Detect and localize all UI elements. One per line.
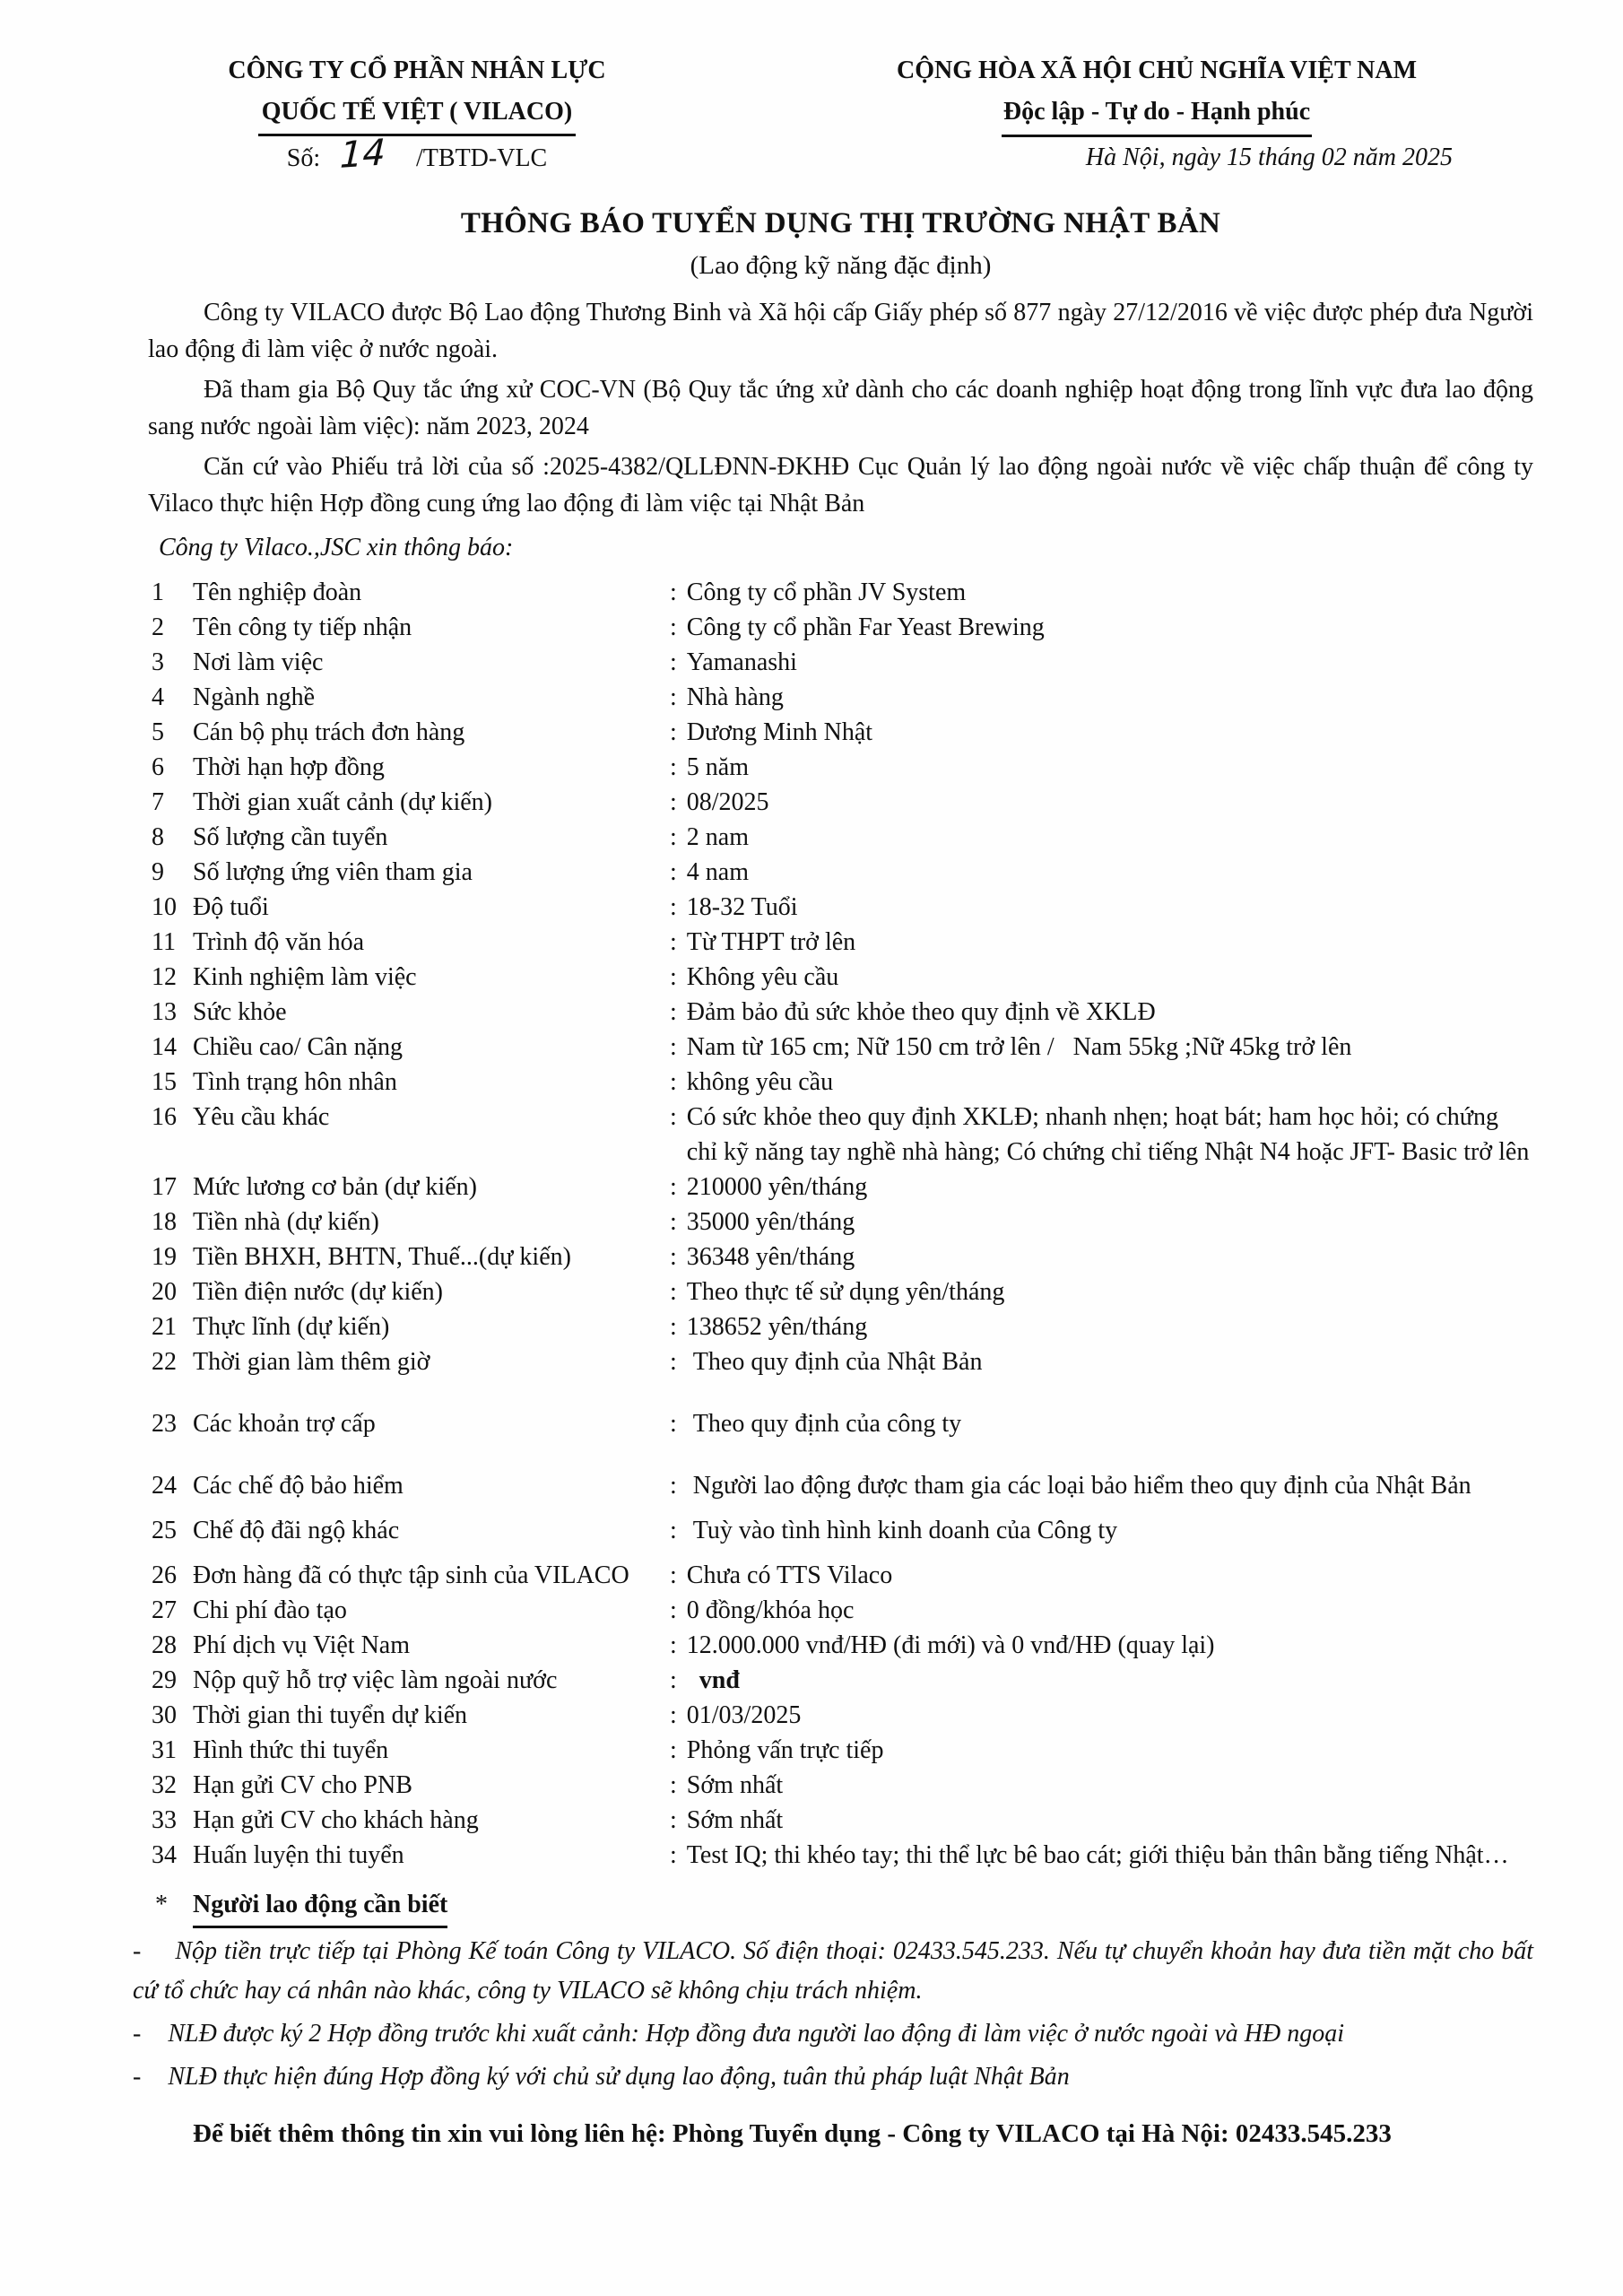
table-row (148, 1733, 1533, 1768)
notes-list (133, 1932, 1533, 2097)
row-value: 2 nam (686, 823, 749, 851)
row-label: Cán bộ phụ trách đơn hàng (193, 718, 465, 746)
table-row (148, 680, 1533, 715)
row-number: 12 (152, 963, 177, 991)
row-value: Phỏng vấn trực tiếp (686, 1736, 884, 1764)
table-row (148, 960, 1533, 995)
row-value: 01/03/2025 (686, 1701, 802, 1729)
row-value: vnđ (686, 1666, 740, 1694)
colon-separator: : (670, 1313, 677, 1341)
dash-bullet: - (133, 1937, 142, 1965)
row-value: Người lao động được tham gia các loại bảo hiểm theo quy định của Nhật Bản (686, 1472, 1471, 1500)
colon-separator: : (670, 1173, 677, 1201)
row-number: 2 (152, 613, 164, 641)
row-value: Từ THPT trở lên (686, 928, 856, 956)
doc-number-handwritten: 14 (339, 132, 386, 177)
row-label: Thời gian thi tuyển dự kiến (193, 1701, 468, 1729)
table-row (148, 995, 1533, 1030)
row-number: 31 (152, 1736, 177, 1764)
asterisk-mark: * (155, 1891, 168, 1918)
table-row (148, 575, 1533, 610)
row-number: 5 (152, 718, 164, 746)
colon-separator: : (670, 1208, 677, 1236)
note-item (133, 2014, 1533, 2054)
table-row (148, 1100, 1533, 1170)
row-label: Số lượng cần tuyển (193, 823, 388, 851)
doc-title: THÔNG BÁO TUYỂN DỤNG THỊ TRƯỜNG NHẬT BẢN (460, 207, 1221, 239)
table-row (148, 1065, 1533, 1100)
row-value: Đảm bảo đủ sức khỏe theo quy định về XKLĐ (686, 998, 1156, 1026)
colon-separator: : (670, 823, 677, 851)
doc-date: Hà Nội, ngày 15 tháng 02 năm 2025 (1085, 144, 1453, 171)
row-value-cell (670, 1274, 1533, 1309)
row-value-cell (670, 715, 1533, 750)
national-motto: Độc lập - Tự do - Hạnh phúc (1002, 91, 1312, 137)
row-number: 6 (152, 753, 164, 781)
table-row (148, 1768, 1533, 1803)
row-label: Huấn luyện thi tuyển (193, 1841, 404, 1869)
row-label: Thời hạn hợp đồng (193, 753, 385, 781)
row-value: 35000 yên/tháng (686, 1208, 855, 1236)
colon-separator: : (670, 648, 677, 676)
row-value: Có sức khỏe theo quy định XKLĐ; nhanh nhẹn; hoạt bát; ham học hỏi; có chứng chỉ kỹ năng tay nghề nhà hàng; Có chứng chỉ tiếng Nhật N4 hoặc JFT- Basic trở lên (686, 1103, 1530, 1166)
row-label: Tiền điện nước (dự kiến) (193, 1278, 443, 1306)
row-label: Trình độ văn hóa (193, 928, 365, 956)
table-row (148, 1030, 1533, 1065)
row-value-cell (670, 1663, 1533, 1698)
row-number: 27 (152, 1596, 177, 1624)
document-header (148, 50, 1533, 179)
table-row (148, 820, 1533, 855)
row-number: 32 (152, 1771, 177, 1799)
row-value: Không yêu cầu (686, 963, 839, 991)
row-number: 29 (152, 1666, 177, 1694)
row-label: Hạn gửi CV cho khách hàng (193, 1806, 479, 1834)
row-number: 4 (152, 683, 164, 711)
row-value-cell (670, 750, 1533, 785)
row-value-cell (670, 1344, 1533, 1379)
table-row (148, 925, 1533, 960)
company-name-line1: CÔNG TY CỔ PHẦN NHÂN LỰC (228, 57, 606, 84)
row-value: Công ty cổ phần Far Yeast Brewing (686, 613, 1045, 641)
row-label: Chiều cao/ Cân nặng (193, 1033, 404, 1061)
colon-separator: : (670, 893, 677, 921)
table-row (148, 890, 1533, 925)
order-table (148, 575, 1533, 1873)
row-value-cell (670, 1100, 1533, 1170)
doc-number-line (184, 132, 650, 179)
announce-line: Công ty Vilaco.,JSC xin thông báo: (159, 534, 514, 561)
row-number: 10 (152, 893, 177, 921)
row-value-cell (670, 855, 1533, 890)
row-value: 08/2025 (686, 788, 769, 816)
row-label: Thời gian xuất cảnh (dự kiến) (193, 788, 492, 816)
row-value-cell (670, 1205, 1533, 1239)
table-row (148, 1558, 1533, 1593)
row-label: Hạn gửi CV cho PNB (193, 1771, 412, 1799)
row-label: Ngành nghề (193, 683, 316, 711)
row-label: Độ tuổi (193, 893, 269, 921)
row-value-cell (670, 1558, 1533, 1593)
colon-separator: : (670, 1348, 677, 1376)
row-value-cell (670, 960, 1533, 995)
row-number: 28 (152, 1631, 177, 1659)
doc-number-suffix: /TBTD-VLC (416, 144, 548, 172)
table-row (148, 645, 1533, 680)
table-row (148, 1663, 1533, 1698)
row-number: 20 (152, 1278, 177, 1306)
row-number: 7 (152, 788, 164, 816)
row-number: 3 (152, 648, 164, 676)
table-row (148, 1274, 1533, 1309)
national-motto-line (852, 91, 1462, 137)
row-value-cell (670, 1239, 1533, 1274)
row-value: 5 năm (686, 753, 749, 781)
intro-paragraph-2: Đã tham gia Bộ Quy tắc ứng xử COC-VN (Bộ Quy tắc ứng xử dành cho các doanh nghiệp hoạt động trong lĩnh vực đưa lao động sang nước ngoài làm việc): năm 2023, 2024 (148, 376, 1533, 440)
row-value-cell (670, 575, 1533, 610)
row-number: 26 (152, 1561, 177, 1589)
row-value-cell (670, 785, 1533, 820)
table-row (148, 1406, 1533, 1441)
row-number: 23 (152, 1410, 177, 1438)
colon-separator: : (670, 1517, 677, 1544)
colon-separator: : (670, 1278, 677, 1306)
row-value-cell (670, 1768, 1533, 1803)
row-number: 9 (152, 858, 164, 886)
row-value: 0 đồng/khóa học (686, 1596, 855, 1624)
row-value-cell (670, 1803, 1533, 1838)
colon-separator: : (670, 1596, 677, 1624)
row-value: Sớm nhất (686, 1806, 784, 1834)
row-number: 17 (152, 1173, 177, 1201)
row-value-cell (670, 1838, 1533, 1873)
row-value: 4 nam (686, 858, 749, 886)
row-value-cell (670, 820, 1533, 855)
row-label: Số lượng ứng viên tham gia (193, 858, 473, 886)
doc-number-label: Số: (286, 144, 321, 172)
row-value-cell (670, 890, 1533, 925)
colon-separator: : (670, 1736, 677, 1764)
table-row (148, 1628, 1533, 1663)
row-label: Thời gian làm thêm giờ (193, 1348, 430, 1376)
colon-separator: : (670, 1561, 677, 1589)
table-row (148, 610, 1533, 645)
note-item (133, 1932, 1533, 2011)
row-number: 21 (152, 1313, 177, 1341)
row-value: Chưa có TTS Vilaco (686, 1561, 893, 1589)
table-row (148, 1513, 1533, 1548)
row-label: Phí dịch vụ Việt Nam (193, 1631, 411, 1659)
row-value: Nhà hàng (686, 683, 784, 711)
colon-separator: : (670, 1701, 677, 1729)
notes-heading (148, 1885, 1533, 1928)
row-value-cell (670, 1593, 1533, 1628)
table-row (148, 785, 1533, 820)
row-number: 34 (152, 1841, 177, 1869)
table-row (148, 750, 1533, 785)
table-row (148, 1205, 1533, 1239)
row-value-cell (670, 1170, 1533, 1205)
row-value-cell (670, 680, 1533, 715)
row-label: Tình trạng hôn nhân (193, 1068, 397, 1096)
colon-separator: : (670, 858, 677, 886)
row-value-cell (670, 610, 1533, 645)
table-row (148, 1468, 1533, 1503)
row-value-cell (670, 1030, 1533, 1065)
row-label: Chế độ đãi ngộ khác (193, 1517, 400, 1544)
row-number: 25 (152, 1517, 177, 1544)
colon-separator: : (670, 1033, 677, 1061)
colon-separator: : (670, 613, 677, 641)
row-number: 16 (152, 1103, 177, 1131)
row-value: Theo quy định của công ty (686, 1410, 962, 1438)
row-value: Yamanashi (686, 648, 797, 676)
note-text: NLĐ được ký 2 Hợp đồng trước khi xuất cảnh: Hợp đồng đưa người lao động đi làm việc ở nước ngoài và HĐ ngoại (168, 2020, 1345, 2048)
row-value-cell (670, 1698, 1533, 1733)
colon-separator: : (670, 1243, 677, 1271)
row-label: Hình thức thi tuyển (193, 1736, 389, 1764)
row-value-cell (670, 925, 1533, 960)
colon-separator: : (670, 718, 677, 746)
row-value-cell (670, 1468, 1533, 1503)
row-value: 210000 yên/tháng (686, 1173, 868, 1201)
row-value: Theo thực tế sử dụng yên/tháng (686, 1278, 1005, 1306)
row-value: Nam từ 165 cm; Nữ 150 cm trở lên / Nam 55kg ;Nữ 45kg trở lên (686, 1033, 1352, 1061)
table-row (148, 1593, 1533, 1628)
row-value: Tuỳ vào tình hình kinh doanh của Công ty (686, 1517, 1118, 1544)
row-label: Các chế độ bảo hiểm (193, 1472, 404, 1500)
row-label: Nơi làm việc (193, 648, 324, 676)
table-row (148, 1170, 1533, 1205)
national-title: CỘNG HÒA XÃ HỘI CHỦ NGHĨA VIỆT NAM (896, 57, 1418, 84)
colon-separator: : (670, 1410, 677, 1438)
row-number: 11 (152, 928, 176, 956)
colon-separator: : (670, 788, 677, 816)
row-value: 36348 yên/tháng (686, 1243, 855, 1271)
row-number: 15 (152, 1068, 177, 1096)
colon-separator: : (670, 1103, 677, 1131)
row-value-cell (670, 1406, 1533, 1441)
note-text: NLĐ thực hiện đúng Hợp đồng ký với chủ sử dụng lao động, tuân thủ pháp luật Nhật Bản (168, 2063, 1070, 2091)
table-row (148, 1239, 1533, 1274)
national-header-block (852, 50, 1462, 179)
row-label: Kinh nghiệm làm việc (193, 963, 417, 991)
colon-separator: : (670, 928, 677, 956)
row-number: 30 (152, 1701, 177, 1729)
row-number: 24 (152, 1472, 177, 1500)
intro-paragraph-1: Công ty VILACO được Bộ Lao động Thương Binh và Xã hội cấp Giấy phép số 877 ngày 27/12/2016 về việc được phép đưa Người lao động đi làm việc ở nước ngoài. (148, 299, 1533, 363)
row-label: Sức khỏe (193, 998, 287, 1026)
row-value: Công ty cổ phần JV System (686, 578, 967, 606)
colon-separator: : (670, 578, 677, 606)
colon-separator: : (670, 683, 677, 711)
row-number: 22 (152, 1348, 177, 1376)
row-label: Thực lĩnh (dự kiến) (193, 1313, 390, 1341)
row-label: Các khoản trợ cấp (193, 1410, 376, 1438)
table-row (148, 1803, 1533, 1838)
colon-separator: : (670, 1472, 677, 1500)
row-label: Nộp quỹ hỗ trợ việc làm ngoài nước (193, 1666, 558, 1694)
colon-separator: : (670, 1631, 677, 1659)
company-name-line2: QUỐC TẾ VIỆT ( VILACO) (184, 91, 650, 136)
company-block (184, 50, 650, 179)
dash-bullet: - (133, 2063, 142, 2091)
row-number: 1 (152, 578, 164, 606)
row-label: Tiền nhà (dự kiến) (193, 1208, 379, 1236)
row-number: 19 (152, 1243, 177, 1271)
doc-subtitle: (Lao động kỹ năng đặc định) (690, 251, 992, 280)
row-label: Chi phí đào tạo (193, 1596, 347, 1624)
colon-separator: : (670, 1806, 677, 1834)
row-number: 18 (152, 1208, 177, 1236)
row-number: 33 (152, 1806, 177, 1834)
row-value: Sớm nhất (686, 1771, 784, 1799)
table-row (148, 1838, 1533, 1873)
colon-separator: : (670, 998, 677, 1026)
row-value: 18-32 Tuổi (686, 893, 798, 921)
row-label: Tiền BHXH, BHTN, Thuế...(dự kiến) (193, 1243, 571, 1271)
row-label: Đơn hàng đã có thực tập sinh của VILACO (193, 1561, 629, 1589)
table-row (148, 1698, 1533, 1733)
row-value-cell (670, 1513, 1533, 1548)
row-number: 13 (152, 998, 177, 1026)
colon-separator: : (670, 963, 677, 991)
row-value: Dương Minh Nhật (686, 718, 873, 746)
row-value: Theo quy định của Nhật Bản (686, 1348, 983, 1376)
contact-footer: Để biết thêm thông tin xin vui lòng liên hệ: Phòng Tuyển dụng - Công ty VILACO tại Hà Nội: 02433.545.233 (193, 2119, 1392, 2148)
table-row (148, 715, 1533, 750)
colon-separator: : (670, 1666, 677, 1694)
row-value-cell (670, 1309, 1533, 1344)
row-label: Yêu cầu khác (193, 1103, 330, 1131)
row-value-cell (670, 1733, 1533, 1768)
row-number: 8 (152, 823, 164, 851)
notes-title: Người lao động cần biết (193, 1885, 447, 1928)
row-value-cell (670, 645, 1533, 680)
dash-bullet: - (133, 2020, 142, 2048)
intro-paragraph-3: Căn cứ vào Phiếu trả lời của số :2025-4382/QLLĐNN-ĐKHĐ Cục Quản lý lao động ngoài nước về việc chấp thuận để công ty Vilaco thực hiện Hợp đồng cung ứng lao động đi làm việc tại Nhật Bản (148, 453, 1533, 517)
row-label: Tên công ty tiếp nhận (193, 613, 412, 641)
colon-separator: : (670, 1068, 677, 1096)
row-number: 14 (152, 1033, 177, 1061)
row-label: Mức lương cơ bản (dự kiến) (193, 1173, 477, 1201)
table-row (148, 1309, 1533, 1344)
colon-separator: : (670, 1841, 677, 1869)
row-value-cell (670, 1065, 1533, 1100)
row-value-cell (670, 995, 1533, 1030)
row-value: không yêu cầu (686, 1068, 834, 1096)
note-text: Nộp tiền trực tiếp tại Phòng Kế toán Công ty VILACO. Số điện thoại: 02433.545.233. Nếu tự chuyển khoản hay đưa tiền mặt cho bất cứ tổ chức hay cá nhân nào khác, công ty VILACO sẽ không chịu trách nhiệm. (133, 1937, 1533, 2005)
row-value: 138652 yên/tháng (686, 1313, 868, 1341)
row-value-cell (670, 1628, 1533, 1663)
row-value: Test IQ; thi khéo tay; thi thể lực bê bao cát; giới thiệu bản thân bằng tiếng Nhật… (686, 1841, 1509, 1869)
row-label: Tên nghiệp đoàn (193, 578, 362, 606)
colon-separator: : (670, 1771, 677, 1799)
row-value: 12.000.000 vnđ/HĐ (đi mới) và 0 vnđ/HĐ (quay lại) (686, 1631, 1215, 1659)
note-item (133, 2057, 1533, 2097)
table-row (148, 855, 1533, 890)
table-row (148, 1344, 1533, 1379)
colon-separator: : (670, 753, 677, 781)
